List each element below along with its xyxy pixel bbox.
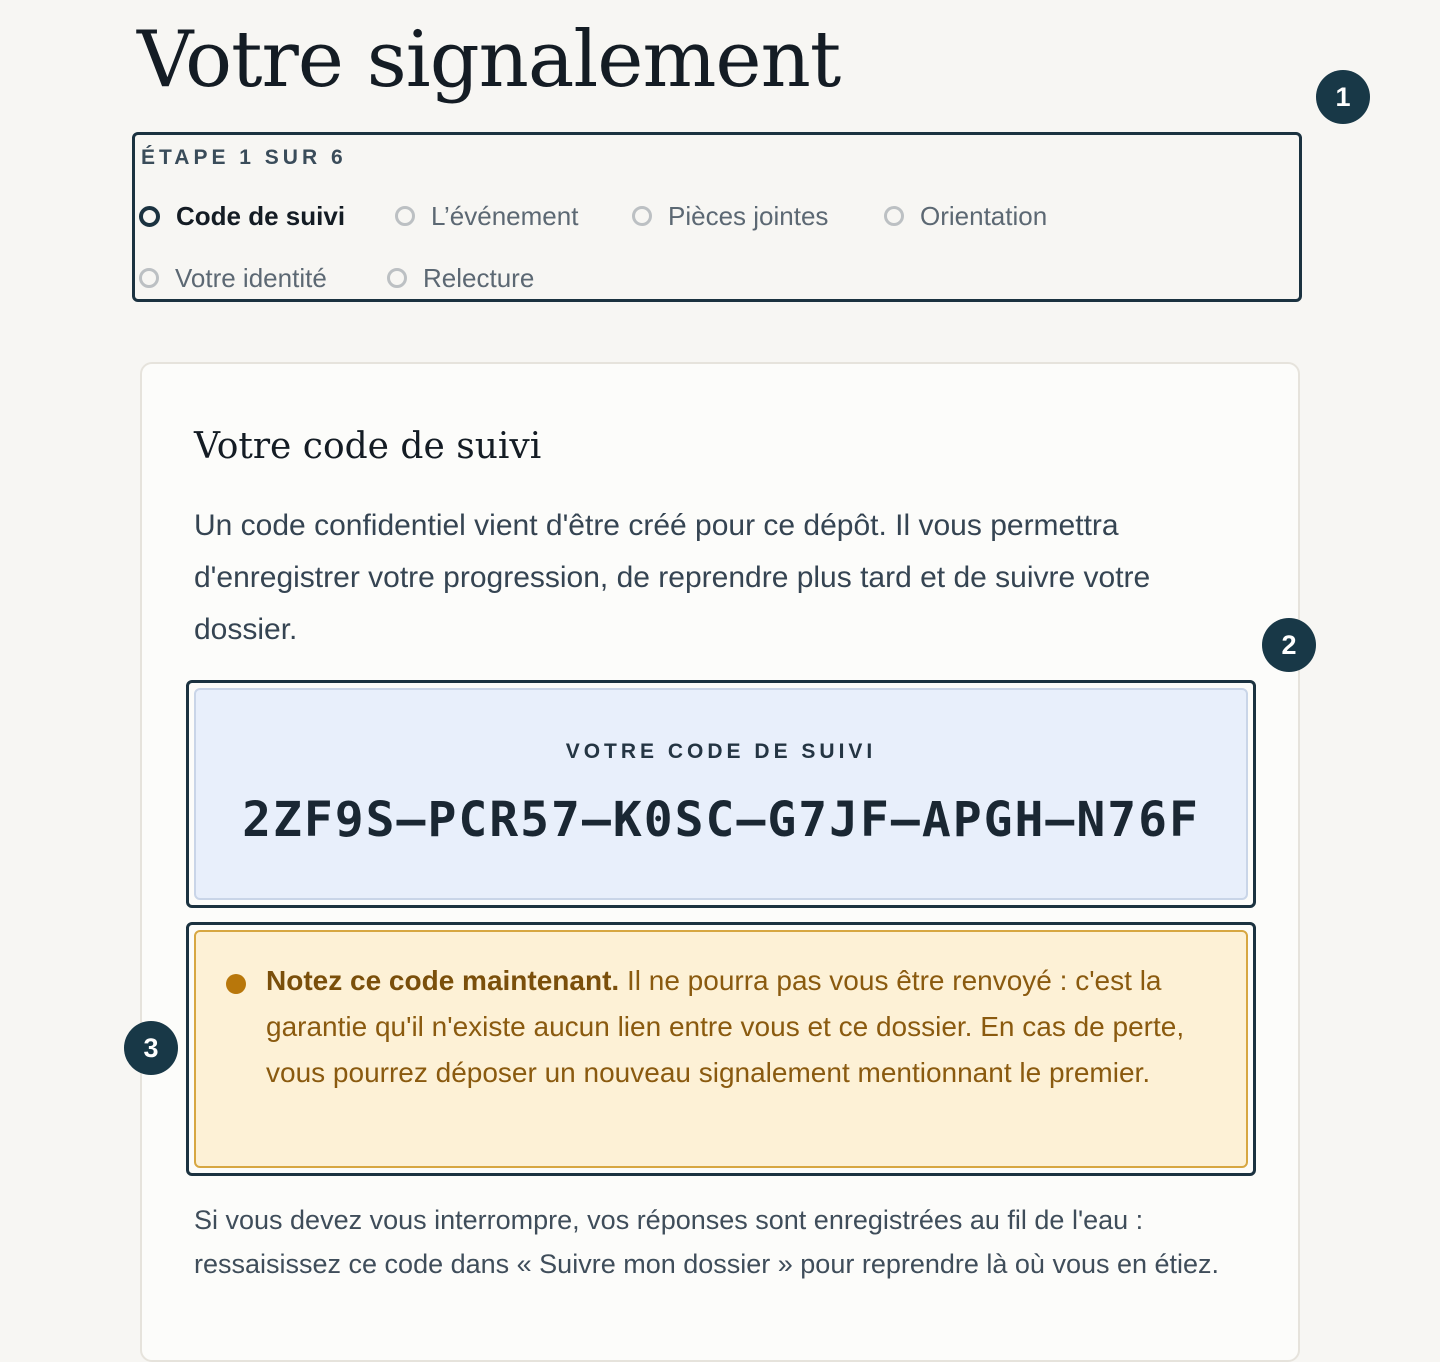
- step-progress: [132, 132, 1302, 302]
- step-label: Relecture: [423, 262, 535, 293]
- tracking-code-label: VOTRE CODE DE SUIVI: [565, 740, 877, 763]
- resume-note: Si vous devez vous interrompre, vos réponses sont enregistrées au fil de l'eau : ressaisissez ce code dans « Suivre mon dossier » pour reprendre là où vous en étiez.: [194, 1205, 1220, 1279]
- step-circle-icon: [139, 268, 159, 288]
- step-evenement[interactable]: [395, 199, 578, 233]
- step-votre-identite[interactable]: [139, 261, 327, 295]
- step-pieces-jointes[interactable]: [632, 199, 828, 233]
- step-label: L’événement: [431, 200, 579, 231]
- step-circle-icon: [632, 206, 652, 226]
- warning-panel: [186, 922, 1256, 1176]
- step-counter: ÉTAPE 1 SUR 6: [141, 146, 347, 169]
- step-circle-icon: [387, 268, 407, 288]
- tracking-code-box: [194, 688, 1248, 900]
- step-orientation[interactable]: [884, 199, 1047, 233]
- step-label: Pièces jointes: [668, 200, 829, 231]
- callout-badge-2: 2: [1262, 618, 1316, 672]
- warning-emphasis: Notez ce code maintenant.: [266, 965, 620, 996]
- warning-body: Il ne pourra pas vous être renvoyé : c'est la garantie qu'il n'existe aucun lien entre vous et ce dossier. En cas de perte, vous pourrez déposer un nouveau signalement mentionnant le premier.: [266, 965, 1185, 1088]
- tracking-code-card: [140, 362, 1300, 1362]
- step-label: Orientation: [920, 200, 1048, 231]
- tracking-code-panel: [186, 680, 1256, 908]
- tracking-code-value[interactable]: 2ZF9S–PCR57–K0SC–G7JF–APGH–N76F: [242, 792, 1200, 848]
- warning-box: [194, 930, 1248, 1168]
- step-current-circle-icon: [139, 206, 160, 227]
- page-title: Votre signalement: [137, 15, 841, 105]
- step-relecture[interactable]: [387, 261, 534, 295]
- step-label: Code de suivi: [176, 200, 346, 231]
- step-label: Votre identité: [175, 262, 327, 293]
- step-circle-icon: [884, 206, 904, 226]
- intro-text: Un code confidentiel vient d'être créé pour ce dépôt. Il vous permettra d'enregistrer votre progression, de reprendre plus tard et de suivre votre dossier.: [194, 509, 1151, 646]
- card-title: Votre code de suivi: [194, 426, 542, 467]
- step-circle-icon: [395, 206, 415, 226]
- callout-badge-3: 3: [124, 1021, 178, 1075]
- step-code-de-suivi[interactable]: [139, 199, 345, 233]
- callout-badge-1: 1: [1316, 70, 1370, 124]
- warning-text: [266, 958, 1226, 1096]
- warning-bullet-icon: [226, 974, 246, 994]
